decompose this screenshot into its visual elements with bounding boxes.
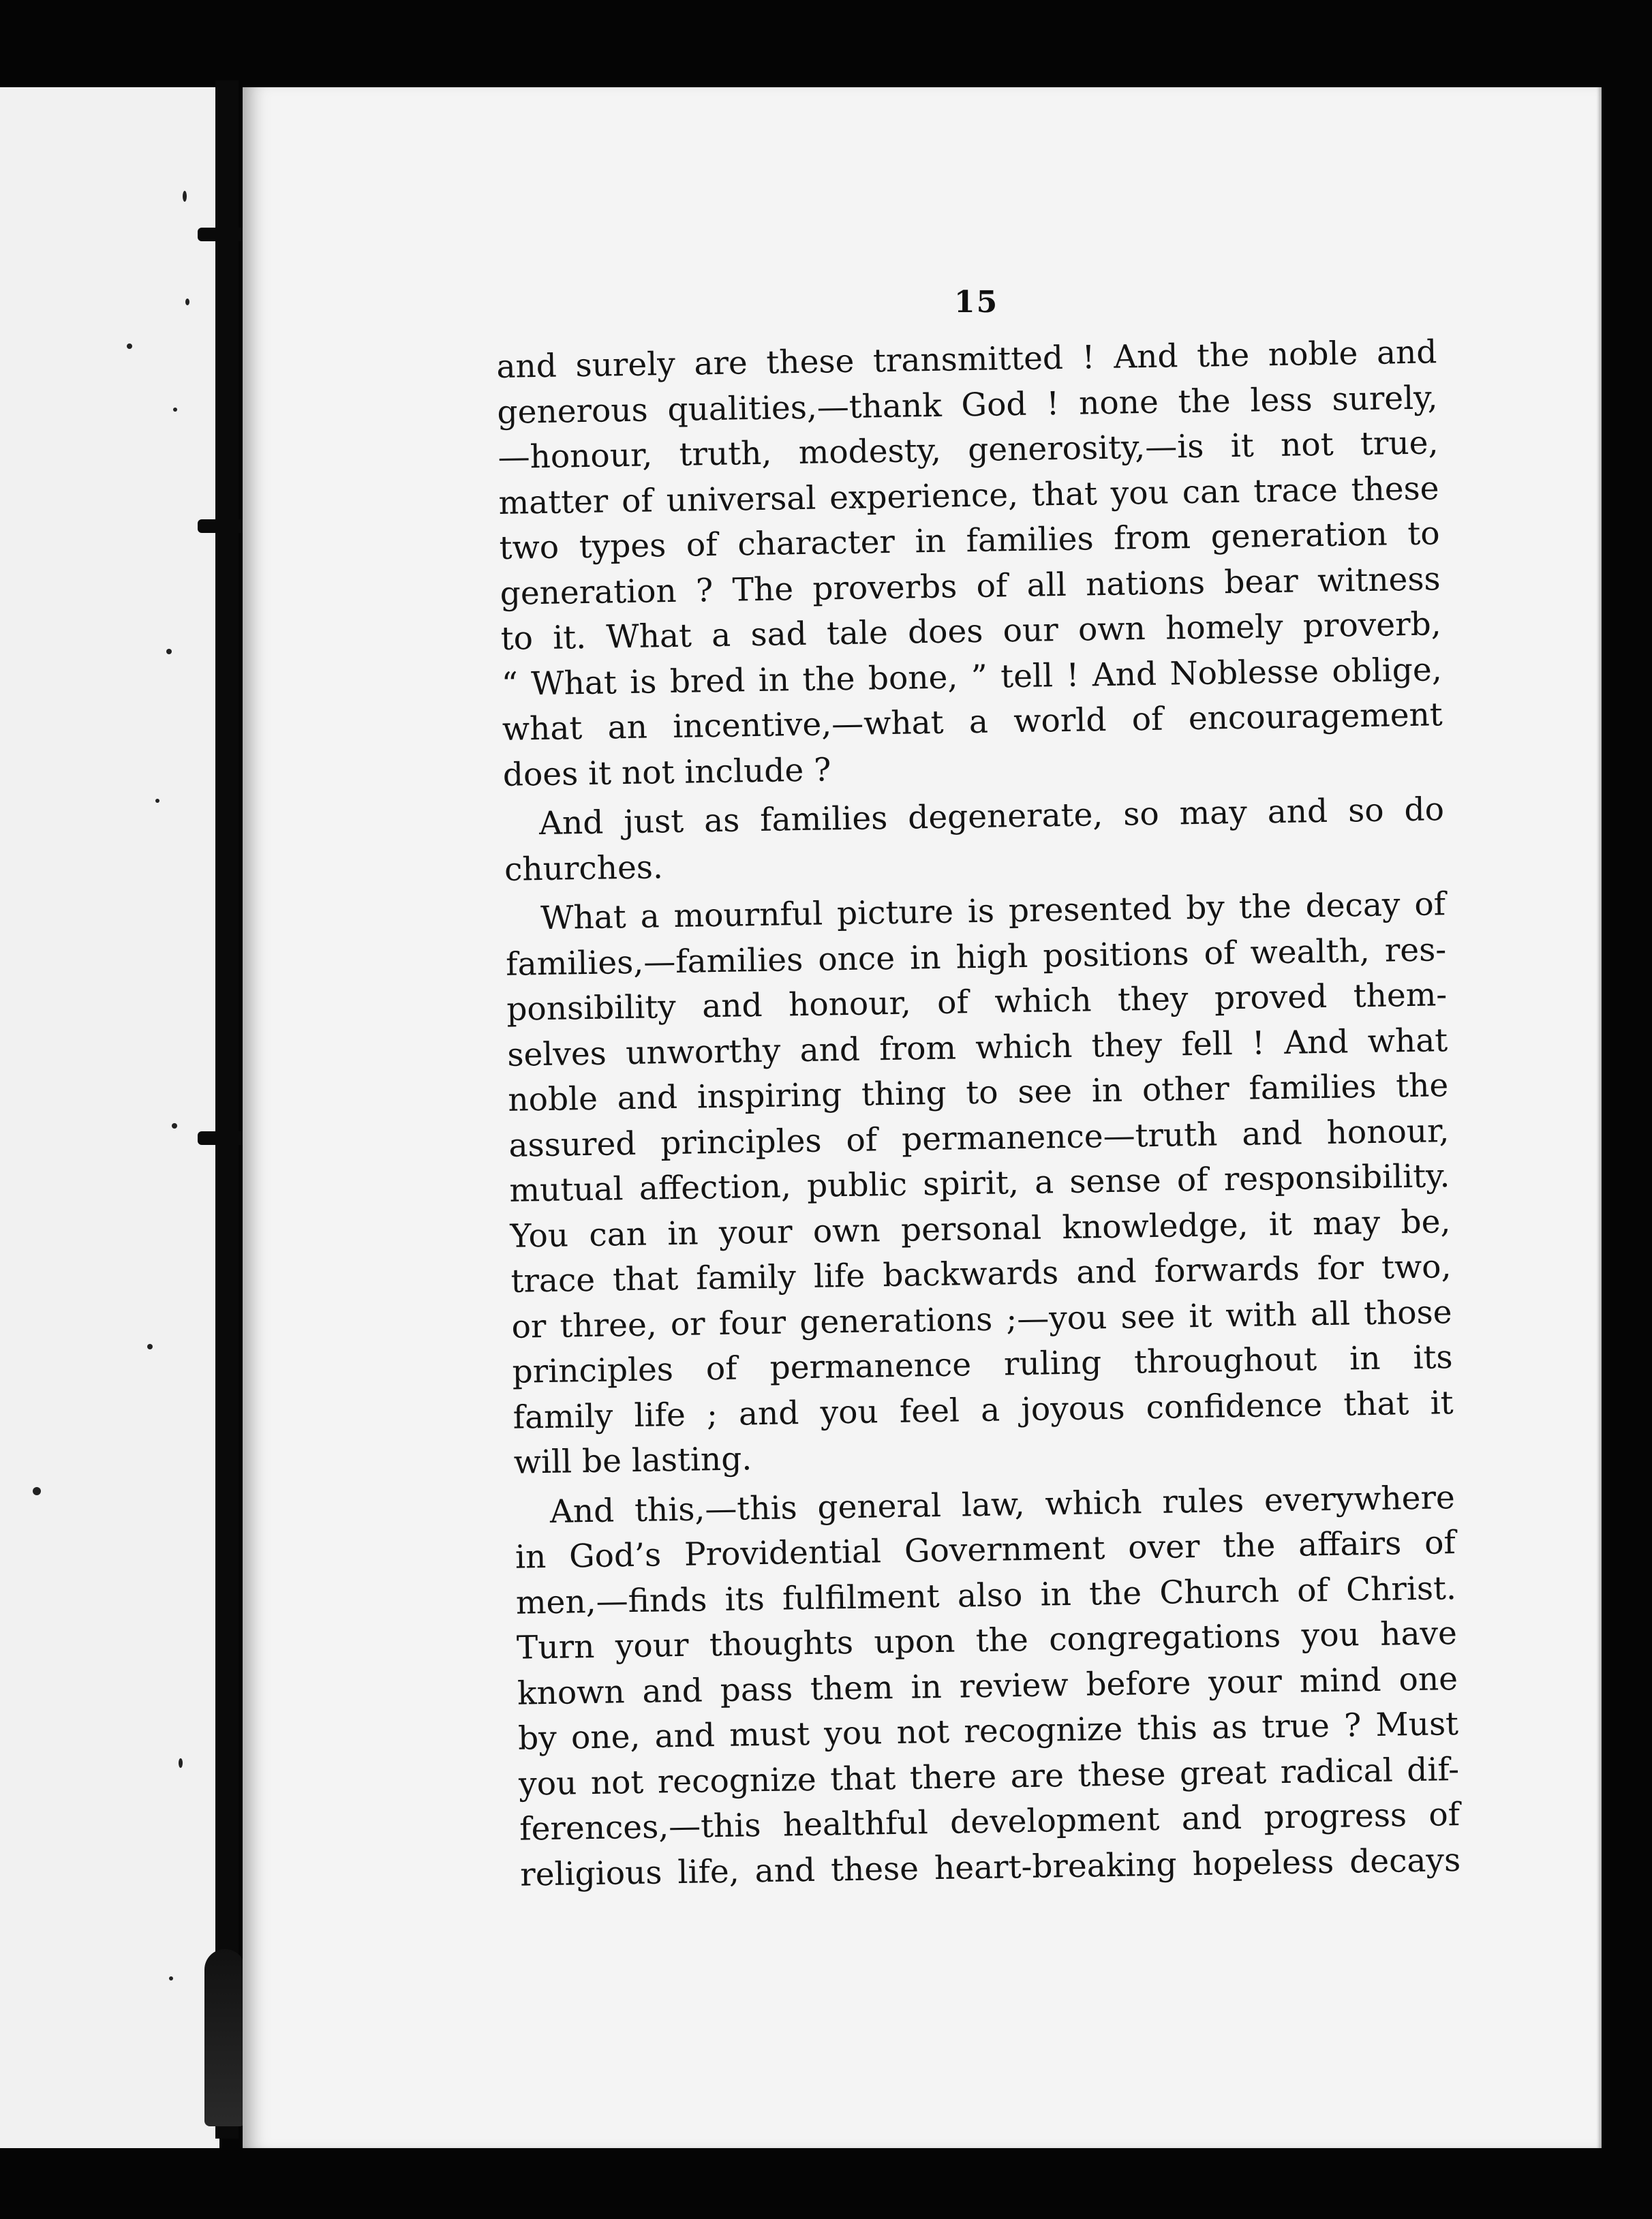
text-line: “ What is bred in the bone, ” tell ! And Noblesse oblige,: [501, 650, 1443, 703]
text-line: men,—finds its fulfilment also in the Church of Christ.: [515, 1569, 1457, 1622]
text-line: Turn your thoughts upon the congregations you have: [516, 1614, 1458, 1667]
text-line: religious life, and these heart-breaking hopeless decays: [519, 1841, 1461, 1894]
text-line: and surely are these transmitted ! And the noble and: [496, 333, 1437, 386]
text-line: in God’s Providential Government over the affairs of: [515, 1524, 1456, 1576]
text-line: assured principles of permanence—truth and honour,: [508, 1112, 1450, 1165]
text-line: to it. What a sad tale does our own homely proverb,: [500, 605, 1442, 658]
ink-speck: [173, 408, 177, 412]
ink-speck: [147, 1344, 153, 1349]
left-page-edge: [0, 87, 219, 2148]
ink-speck: [33, 1487, 41, 1495]
ink-speck: [169, 1976, 173, 1980]
ink-speck: [172, 1123, 177, 1129]
text-line: two types of character in families from generation to: [499, 515, 1440, 567]
ink-speck: [179, 1758, 183, 1768]
text-line: noble and inspiring thing to see in other families the: [507, 1067, 1449, 1119]
text-line: selves unworthy and from which they fell ! And what: [506, 1021, 1448, 1074]
text-line: ferences,—this healthful development and progress of: [519, 1796, 1460, 1848]
ink-speck: [185, 299, 189, 305]
book-binding: [215, 80, 239, 2139]
text-line: What a mournful picture is presented by the decay of: [540, 885, 1446, 938]
text-line: known and pass them in review before your mind one: [517, 1659, 1458, 1713]
text-line: And this,—this general law, which rules everywhere: [549, 1478, 1456, 1531]
text-line: you not recognize that there are these great radical dif-: [518, 1750, 1460, 1803]
text-line: does it not include ?: [502, 750, 831, 794]
ink-speck: [155, 799, 159, 803]
text-line: what an incentive,—what a world of encouragement: [502, 696, 1443, 748]
text-line: principles of permanence ruling throughout in its: [512, 1338, 1453, 1391]
text-line: by one, and must you not recognize this as true ? Must: [517, 1705, 1459, 1758]
bookmark-tassel: [204, 1949, 245, 2126]
text-line: generous qualities,—thank God ! none the less surely,: [497, 378, 1438, 431]
text-line: ponsibility and honour, of which they proved them-: [506, 976, 1448, 1028]
text-line: generation ? The proverbs of all nations bear witness: [500, 560, 1441, 613]
text-line: matter of universal experience, that you can trace these: [498, 469, 1439, 522]
text-line: —honour, truth, modesty, generosity,—is it not true,: [498, 424, 1439, 476]
ink-speck: [127, 343, 132, 349]
text-line: family life ; and you feel a joyous confidence that it: [513, 1383, 1454, 1437]
ink-speck: [183, 191, 187, 202]
text-line: mutual affection, public spirit, a sense of responsibility.: [509, 1157, 1450, 1210]
page-number: 15: [954, 285, 999, 320]
text-line: or three, or four generations ;—you see it with all those: [511, 1293, 1452, 1346]
text-line: churches.: [504, 848, 664, 889]
text-line: You can in your own personal knowledge, it may be,: [510, 1202, 1451, 1255]
text-line: families,—families once in high positions of wealth, res-: [505, 930, 1447, 983]
ink-speck: [166, 649, 172, 654]
body-text: [496, 330, 1461, 1897]
text-line: will be lasting.: [513, 1440, 752, 1482]
text-line: And just as families degenerate, so may and so do: [538, 791, 1445, 843]
text-line: trace that family life backwards and forwards for two,: [510, 1248, 1452, 1300]
